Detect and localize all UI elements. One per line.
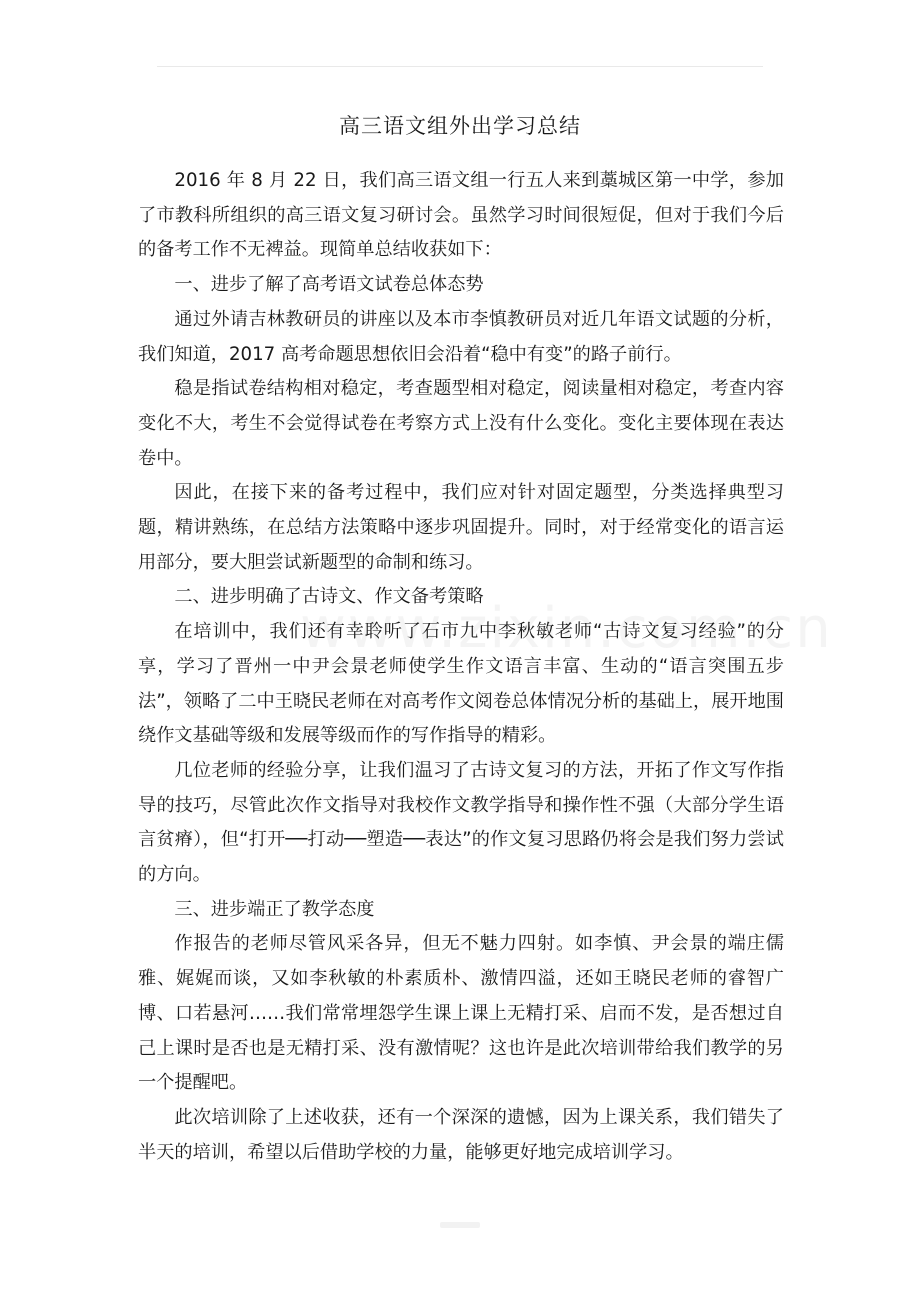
document-title: 高三语文组外出学习总结 [339,114,581,138]
footer-mark [440,1222,480,1228]
section-heading-3: 三、进步端正了教学态度 [174,898,375,920]
paragraph: 几位老师的经验分享，让我们温习了古诗文复习的方法，开拓了作文写作指导的技巧，尽管此次作文指导对我校作文教学指导和操作性不强（大部分学生语言贫瘠），但“打开──打动──塑造──表达”的作文复习思路仍将会是我们努力尝试的方向。 [138,759,784,886]
section-heading-1: 一、进步了解了高考语文试卷总体态势 [174,274,484,296]
document-body [138,164,784,1170]
paragraph: 在培训中，我们还有幸聆听了石市九中李秋敏老师“古诗文复习经验”的分享，学习了晋州一中尹会景老师使学生作文语言丰富、生动的“语言突围五步法”，领略了二中王晓民老师在对高考作文阅卷总体情况分析的基础上，展开地围绕作文基础等级和发展等级而作的写作指导的精彩。 [138,621,784,747]
paragraph: 作报告的老师尽管风采各异，但无不魅力四射。如李慎、尹会景的端庄儒雅、娓娓而谈，又如李秋敏的朴素质朴、激情四溢，还如王晓民老师的睿智广博、口若悬河……我们常常埋怨学生课上课上无精打采、启而不发，是否想过自己上课时是否也是无精打采、没有激情呢？这也许是此次培训带给我们教学的另一个提醒吧。 [138,933,784,1094]
section-heading-2: 二、进步明确了古诗文、作文备考策略 [174,586,484,608]
paragraph: 通过外请吉林教研员的讲座以及本市李慎教研员对近几年语文试题的分析，我们知道，2017 高考命题思想依旧会沿着“稳中有变”的路子前行。 [138,308,784,365]
paragraph-intro: 2016 年 8 月 22 日，我们高三语文组一行五人来到藁城区第一中学，参加了市教科所组织的高三语文复习研讨会。虽然学习时间很短促，但对于我们今后的备考工作不无裨益。现简单总结收获如下： [138,170,784,261]
paragraph: 因此，在接下来的备考过程中，我们应对针对固定题型，分类选择典型习题，精讲熟练，在总结方法策略中逐步巩固提升。同时，对于经常变化的语言运用部分，要大胆尝试新题型的命制和练习。 [138,482,784,573]
paragraph: 稳是指试卷结构相对稳定，考查题型相对稳定，阅读量相对稳定，考查内容变化不大，考生不会觉得试卷在考察方式上没有什么变化。变化主要体现在表达卷中。 [138,378,784,469]
header-rule [157,66,763,67]
paragraph-closing: 此次培训除了上述收获，还有一个深深的遗憾，因为上课关系，我们错失了半天的培训，希望以后借助学校的力量，能够更好地完成培训学习。 [138,1106,784,1163]
